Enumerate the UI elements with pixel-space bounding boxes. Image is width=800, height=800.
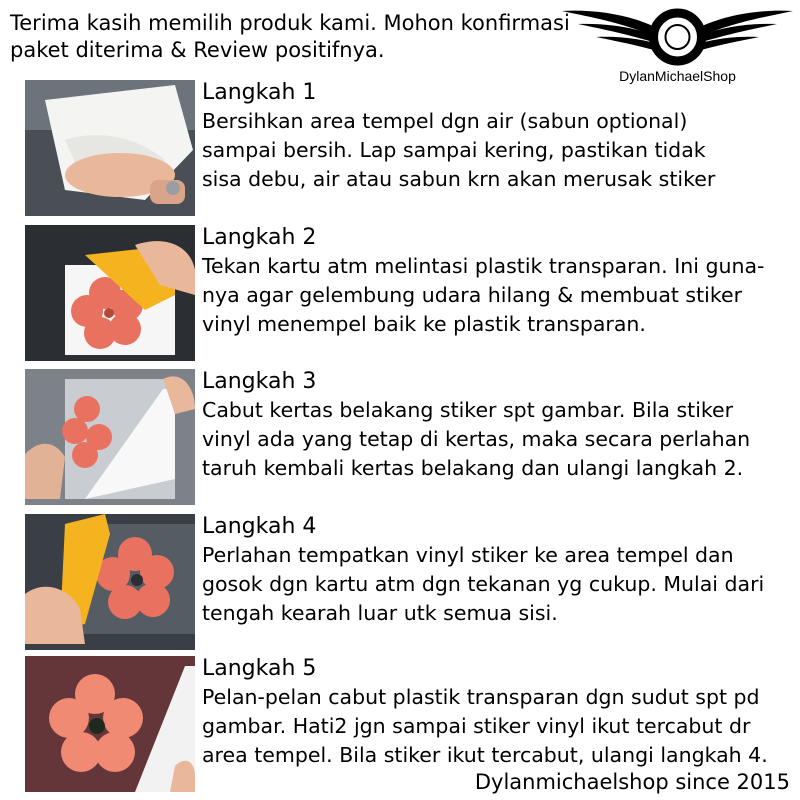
step-4-text: Perlahan tempatkan vinyl stiker ke area tempel dan gosok dgn kartu atm dgn tekanan yg cukup. Mulai dari tengah kearah luar utk semua sisi. <box>202 543 765 625</box>
step-1-photo <box>25 80 195 216</box>
peel-backing-image <box>25 369 195 505</box>
step-1-title: Langkah 1 <box>202 80 317 105</box>
step-2-photo <box>25 225 195 361</box>
step-5-photo <box>25 656 195 792</box>
header-message: Terima kasih memilih produk kami. Mohon konfirmasi paket diterima & Review positifnya. <box>10 11 570 62</box>
step-4-photo <box>25 514 195 650</box>
remove-transfer-tape-image <box>25 656 195 792</box>
brand-logo <box>560 5 795 90</box>
step-5-text: Pelan-pelan cabut plastik transparan dgn sudut spt pd gambar. Hati2 jgn sampai stiker vinyl ikut tercabut dr area tempel. Bila stiker ikut tercabut, ulangi langkah 4. <box>202 685 768 767</box>
step-4 <box>25 514 800 652</box>
step-2-title: Langkah 2 <box>202 225 317 250</box>
step-3-text: Cabut kertas belakang stiker spt gambar. Bila stiker vinyl ada yang tetap di kertas, maka secara perlahan taruh kembali kertas belakang dan ulangi langkah 2. <box>202 398 751 480</box>
step-3-photo <box>25 369 195 505</box>
winged-tire-icon <box>560 5 795 67</box>
step-4-title: Langkah 4 <box>202 514 317 539</box>
step-3-title: Langkah 3 <box>202 369 317 394</box>
footer-credit: Dylanmichaelshop since 2015 <box>474 770 790 794</box>
step-1-text: Bersihkan area tempel dgn air (sabun optional) sampai bersih. Lap sampai kering, pastikan tidak sisa debu, air atau sabun krn akan merusak stiker <box>202 109 716 191</box>
brand-name: DylanMichaelShop <box>619 68 736 84</box>
step-3 <box>25 369 800 507</box>
step-5-title: Langkah 5 <box>202 656 317 681</box>
step-2 <box>25 225 800 363</box>
step-2-text: Tekan kartu atm melintasi plastik transparan. Ini guna- nya agar gelembung udara hilang & membuat stiker vinyl menempel baik ke plastik transparan. <box>202 254 765 336</box>
rub-sticker-image <box>25 514 195 650</box>
cleaning-cloth-image <box>25 80 195 216</box>
squeegee-press-image <box>25 225 195 361</box>
step-1 <box>25 80 800 218</box>
